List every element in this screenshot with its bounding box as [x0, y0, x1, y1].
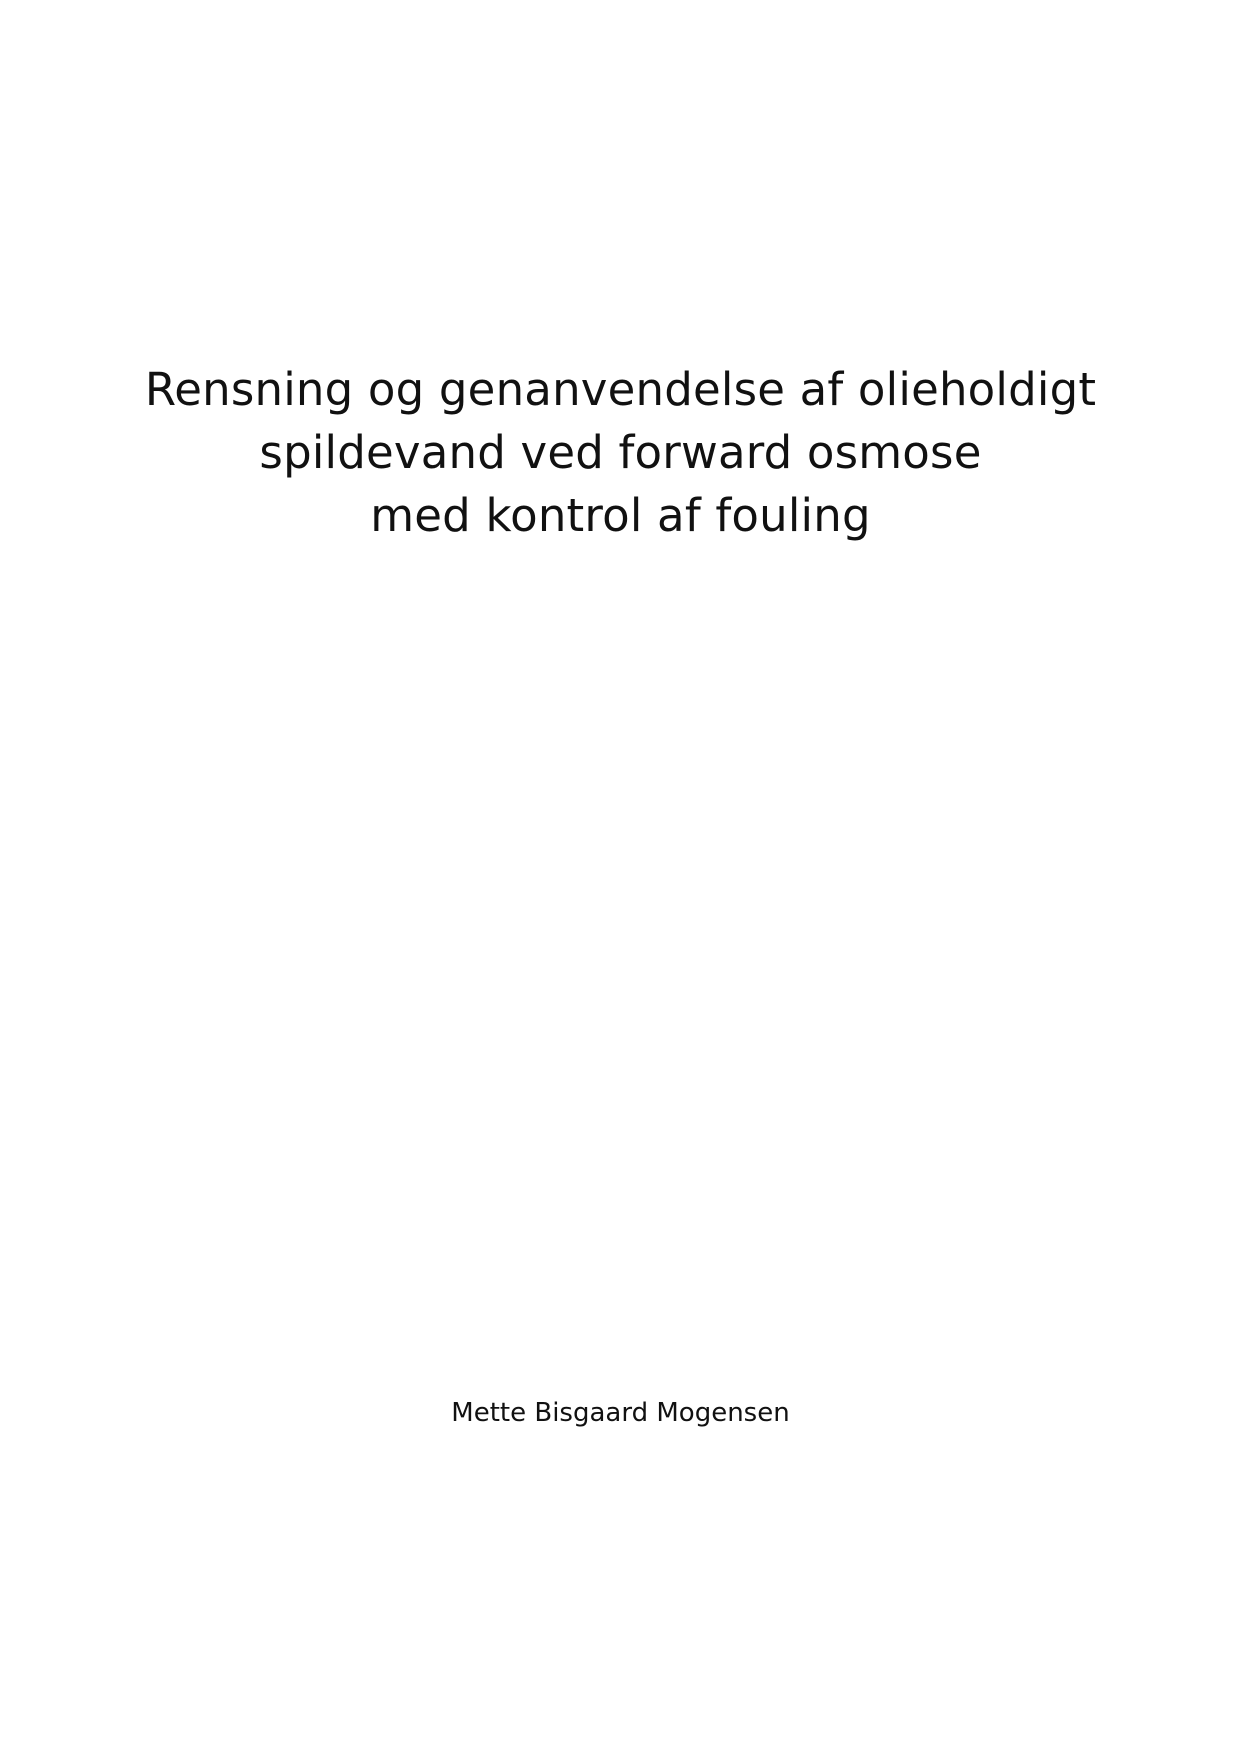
title-line-2: spildevand ved forward osmose	[259, 426, 982, 479]
page-title	[0, 358, 1241, 547]
author-name: Mette Bisgaard Mogensen	[451, 1398, 790, 1428]
author-block	[0, 1396, 1241, 1430]
title-line-3: med kontrol af fouling	[370, 489, 871, 542]
title-line-1: Rensning og genanvendelse af olieholdigt	[144, 363, 1097, 416]
